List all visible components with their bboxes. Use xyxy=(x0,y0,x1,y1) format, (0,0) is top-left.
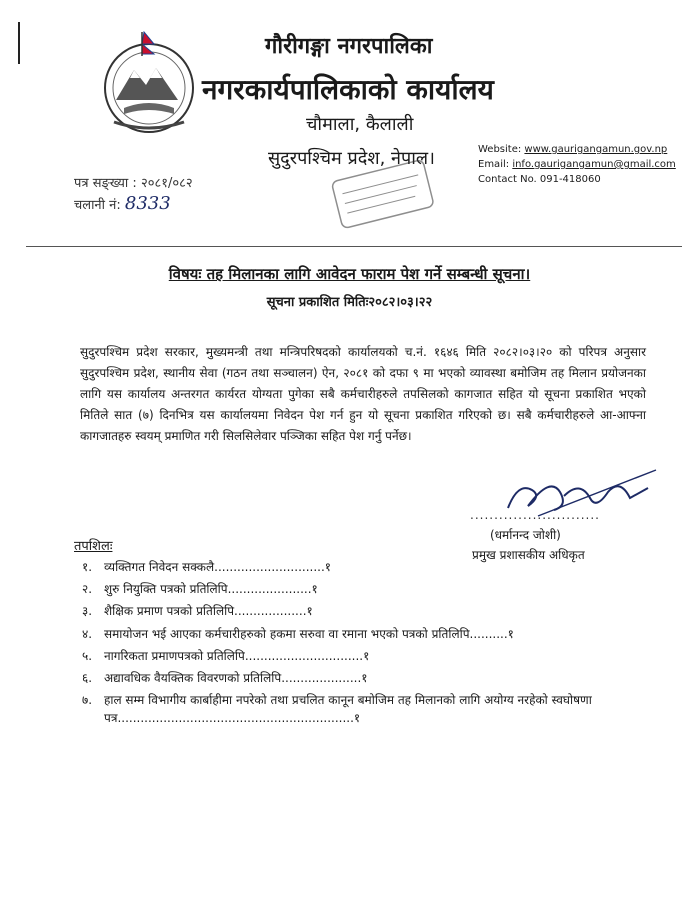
letter-number-line xyxy=(74,174,193,194)
office-stamp-icon xyxy=(328,160,438,230)
list-item xyxy=(82,691,662,727)
list-item-number: १. xyxy=(82,560,93,574)
list-item-text: नागरिकता प्रमाणपत्रको प्रतिलिपि...............................१ xyxy=(104,648,370,663)
signature-line: ........................... xyxy=(470,508,600,522)
list-item xyxy=(82,602,662,620)
list-item-text: हाल सम्म विभागीय कार्बाहीमा नपरेको तथा प्रचलित कानून बमोजिम तह मिलानको लागि अयोग्य नरहेको स्वघोषणा पत्र..............................................................१ xyxy=(104,693,592,726)
office-location: चौमाला, कैलाली xyxy=(306,114,414,135)
office-province: सुदुरपश्चिम प्रदेश, नेपाल। xyxy=(268,148,435,169)
reference-numbers xyxy=(74,174,193,216)
notice-subject xyxy=(0,264,699,284)
list-item-text: समायोजन भई आएका कर्मचारीहरुको हकमा सरुवा वा रमाना भएको पत्रको प्रतिलिपि..........१ xyxy=(104,626,514,641)
website-label: Website: xyxy=(478,144,522,155)
letter-number-label: पत्र सङ्ख्या : xyxy=(74,176,137,191)
list-item-number: ७. xyxy=(82,693,93,708)
list-item-number: ३. xyxy=(82,604,93,619)
list-item xyxy=(82,625,662,643)
publication-date: सूचना प्रकाशित मितिः२०८२।०३।२२ xyxy=(266,295,433,310)
list-item-number: ४. xyxy=(82,626,93,641)
list-item-text: शुरु नियुक्ति पत्रको प्रतिलिपि......................१ xyxy=(104,582,318,597)
list-item xyxy=(82,647,662,665)
dispatch-number-label: चलानी नं: xyxy=(74,198,121,213)
document-list xyxy=(82,558,662,731)
signatory-name: (धर्मानन्द जोशी) xyxy=(490,528,561,542)
list-item xyxy=(82,558,662,576)
contact-number: Contact No. 091-418060 xyxy=(478,174,601,185)
list-item-number: ५. xyxy=(82,648,93,663)
nepal-emblem-icon xyxy=(94,30,204,140)
dispatch-number: 8333 xyxy=(124,193,171,214)
dispatch-number-line xyxy=(74,194,193,216)
notice-subject-text: विषयः तह मिलानका लागि आवेदन फाराम पेश गर्ने सम्बन्धी सूचना। xyxy=(168,265,531,283)
list-item-number: ६. xyxy=(82,670,93,685)
letter-number: २०८१/०८२ xyxy=(140,176,193,191)
margin-mark xyxy=(18,22,20,64)
list-item-number: २. xyxy=(82,582,93,597)
notice-body: सुदुरपश्चिम प्रदेश सरकार, मुख्यमन्त्री तथा मन्त्रिपरिषदको कार्यालयको च.नं. १६४६ मिति २०८२।०३।२० को परिपत्र अनुसार सुदुरपश्चिम प्रदेश, स्थानीय सेवा (गठन तथा सञ्चालन) ऐन, २०८१ को दफा ९ मा भएको व्यावस्था बमोजिम तह मिलान प्रयोजनका लागि यस कार्यालय अन्तरगत कार्यरत योग्यता पुगेका सबै कर्मचारीहरुले तपसिलको कागजात सहित यो सूचना प्रकाशित भएको मितिले सात (७) दिनभित्र यस कार्यालयमा निवेदन पेश गर्न हुन यो सूचना प्रकाशित गरिएको छ। सबै कर्मचारीहरुले आ-आफ्ना कागजातहरु स्वयम् प्रमाणित गरी सिलसिलेवार पञ्जिका सहित पेश गर्नु पर्नेछ। xyxy=(80,345,646,443)
municipality-name: गौरीगङ्गा नगरपालिका xyxy=(265,34,433,59)
list-item-text: शैक्षिक प्रमाण पत्रको प्रतिलिपि...................१ xyxy=(104,604,313,619)
website-link[interactable]: www.gaurigangamun.gov.np xyxy=(524,144,668,155)
office-name: नगरकार्यपालिकाको कार्यालय xyxy=(202,73,494,106)
list-item-text: व्यक्तिगत निवेदन सक्कलै.............................१ xyxy=(104,560,332,574)
header-divider xyxy=(26,246,682,247)
contact-block xyxy=(478,142,676,187)
email-link[interactable]: info.gaurigangamun@gmail.com xyxy=(512,159,676,170)
email-line xyxy=(478,157,676,172)
website-line xyxy=(478,142,676,157)
signatory-title: प्रमुख प्रशासकीय अधिकृत xyxy=(472,548,585,562)
email-label: Email: xyxy=(478,159,510,170)
annex-heading: तपशिलः xyxy=(74,539,113,554)
list-item-text: अद्यावधिक वैयक्तिक विवरणको प्रतिलिपि.....................१ xyxy=(104,670,368,685)
list-item xyxy=(82,669,662,687)
list-item xyxy=(82,580,662,598)
